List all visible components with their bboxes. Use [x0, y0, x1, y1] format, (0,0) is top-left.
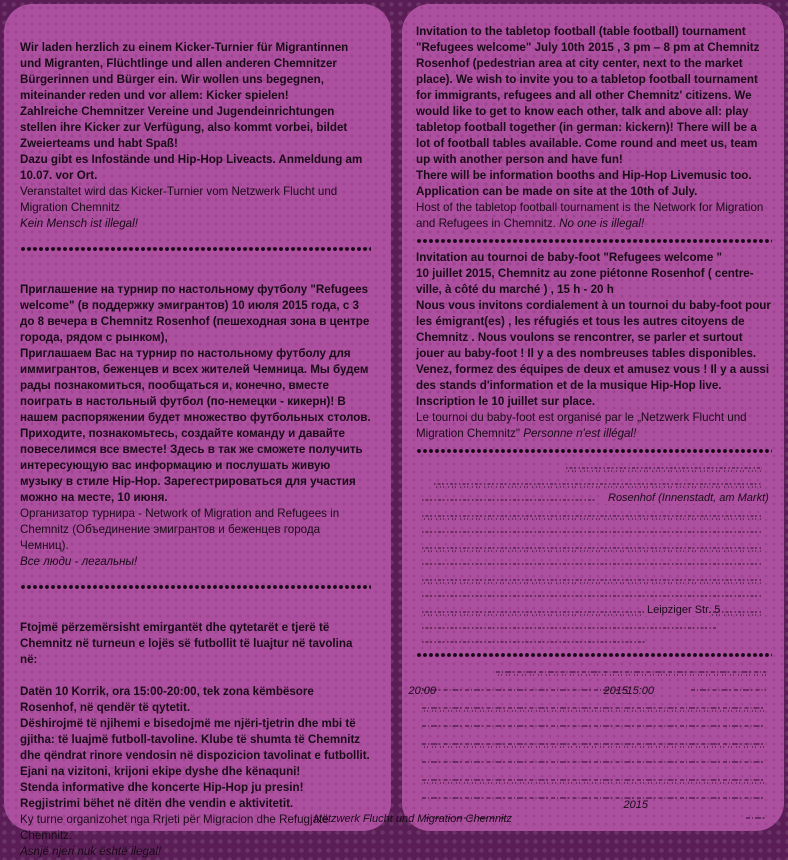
albanian-host: Ky turne organizohet nga Rrjeti për Migracion dhe Refugjatë Chemnitz.: [20, 813, 329, 842]
english-section: [416, 24, 772, 232]
dotted-divider: [20, 584, 371, 590]
english-slogan: No one is illegal!: [559, 217, 645, 230]
russian-host: Организатор турнира - Network of Migration and Refugees in Chemnitz (Объединение эмигрантов и беженцев города Чемниц).: [20, 507, 340, 552]
english-application: Application can be made on site at the 10th of July.: [416, 185, 698, 198]
french-registration: Inscription le 10 juillet sur place.: [416, 395, 596, 408]
albanian-slogan: Asnjë njeri nuk është ilegal!: [20, 845, 162, 858]
dotted-divider: [416, 448, 772, 454]
arabic-time-start: 15:00: [626, 685, 654, 697]
albanian-info: Stenda informative dhe koncerte Hip-Hop ju presin!: [20, 781, 304, 794]
french-date: 10 juillet 2015, Chemnitz au zone piétonne Rosenhof ( centre-ville, à côté du marché ) , 15 h - 20 h: [416, 267, 754, 296]
tigrinya-section: [416, 460, 772, 646]
arabic-text-graphic: [313, 664, 772, 830]
arabic-date-2: 2015: [623, 799, 648, 811]
arabic-section: [313, 664, 772, 830]
dotted-divider: [416, 238, 772, 244]
albanian-registration: Regjistrimi bëhet në ditën dhe vendin e aktivitetit.: [20, 797, 294, 810]
dotted-divider: [416, 652, 772, 658]
russian-section: [20, 282, 371, 570]
albanian-intro: Ftojmë përzemërsisht emirgantët dhe qytetarët e tjerë të Chemnitz në turneun e lojës së futbollit të luajtur në tavolina në:: [20, 621, 353, 666]
arabic-org: Netzwerk Flucht und Migration Chemnitz: [313, 813, 512, 825]
albanian-body: Dëshirojmë të njihemi e bisedojmë me njëri-tjetrin dhe mbi të gjitha: të luajmë futboll-tavoline. Klube të shumta të Chemnitz dhe qëndrat rinore vendosin në dispozicion tavolinat e futbollit.: [20, 717, 370, 762]
french-host: Le tournoi du baby-foot est organisé par le „Netzwerk Flucht und Migration Chemnitz" Personne n'est illégal!: [416, 411, 747, 440]
left-panel: [4, 4, 391, 858]
tigrinya-text-graphic: [416, 460, 772, 646]
german-info: Dazu gibt es Infostände und Hip-Hop Liveacts. Anmeldung am 10.07. vor Ort.: [20, 153, 363, 182]
right-panel: [313, 4, 784, 831]
german-slogan: Kein Mensch ist illegal!: [20, 217, 138, 230]
russian-body: Приглашаем Вас на турнир по настольному футболу для иммигрантов, беженцев и всех жителей Чемница. Мы будем рады познакомиться, пообщаться и, конечно, вместе поиграть в настольный футбол (по-немецки - кикерн)! В нашем распоряжении будет множество футбольных столов. Приходите, познакомьтесь, создайте команду и давайте повеселимся все вместе! Здесь в так же сможете получить интересующую вас информацию и послушать живую музыку в стиле Hip-Hop. Зарегестрироваться для участия можно на месте, 10 июня.: [20, 347, 371, 504]
french-section: [416, 250, 772, 442]
russian-slogan: Все люди - легальны!: [20, 555, 138, 568]
german-clubs: Zahlreiche Chemnitzer Vereine und Jugendeinrichtungen stellen ihre Kicker zur Verfügung, also kommt vorbei, bildet Zweierteams und habt Spaß!: [20, 105, 348, 150]
german-host: Veranstaltet wird das Kicker-Turnier vom Netzwerk Flucht und Migration Chemnitz: [20, 185, 338, 214]
german-section: [20, 40, 371, 232]
albanian-teams: Ejani na vizitoni, krijoni ekipe dyshe dhe kënaquni!: [20, 765, 301, 778]
german-intro: Wir laden herzlich zu einem Kicker-Turnier für Migrantinnen und Migranten, Flüchtlinge und allen anderen Chemnitzer Bürgerinnen und Bürger ein. Wir wollen uns begegnen, miteinander reden und vor allem: Kicker spielen!: [20, 41, 349, 102]
dotted-divider: [20, 246, 371, 252]
english-host: Host of the tabletop football tournament is the Network for Migration and Refugees in Chemnitz. No one is illegal!: [416, 201, 764, 230]
french-title: Invitation au tournoi de baby-foot "Refugees welcome ": [416, 251, 723, 264]
albanian-date: Datën 10 Korrik, ora 15:00-20:00, tek zona këmbësore Rosenhof, në qendër të qytetit.: [20, 685, 314, 714]
french-body: Nous vous invitons cordialement à un tournoi du baby-foot pour les émigrant(es) , les réfugiés et tous les autres citoyens de Chemnitz . Nous voulons se rencontrer, se parler et surtout jouer au baby-foot ! Il y a des nombreuses tables disponibles. Venez, formez des équipes de deux et amusez vous ! Il y a aussi des stands d'information et de la musique Hip-Hop live.: [416, 299, 771, 392]
english-info: There will be information booths and Hip-Hop Livemusic too.: [416, 169, 752, 182]
french-slogan: Personne n'est illégal!: [523, 427, 637, 440]
tigrinya-venue: Rosenhof (Innenstadt, am Markt): [608, 492, 769, 504]
arabic-time-end: 20:00: [408, 685, 436, 697]
arabic-date: 2015: [603, 685, 628, 697]
russian-title: Приглашение на турнир по настольному футболу "Refugees welcome" (в поддержку эмигрантов) 10 июля 2015 года, с 3 до 8 вечера в Chemnitz Rosenhof (пешеходная зона в центре города, рядом с рынком),: [20, 283, 370, 344]
english-body: Invitation to the tabletop football (table football) tournament "Refugees welcome" July 10th 2015 , 3 pm – 8 pm at Chemnitz Rosenhof (pedestrian area at city center, next to the market place). We wish to invite you to a tabletop football tournament for immigrants, refugees and all other Chemnitz' citizens. We would like to get to know each other, talk and above all: play tabletop football together (in german: kickern)! There will be a lot of football tables available. Come round and meet us, team up with another person and have fun!: [416, 25, 760, 166]
tigrinya-street: Leipziger Str. 5: [647, 604, 721, 616]
